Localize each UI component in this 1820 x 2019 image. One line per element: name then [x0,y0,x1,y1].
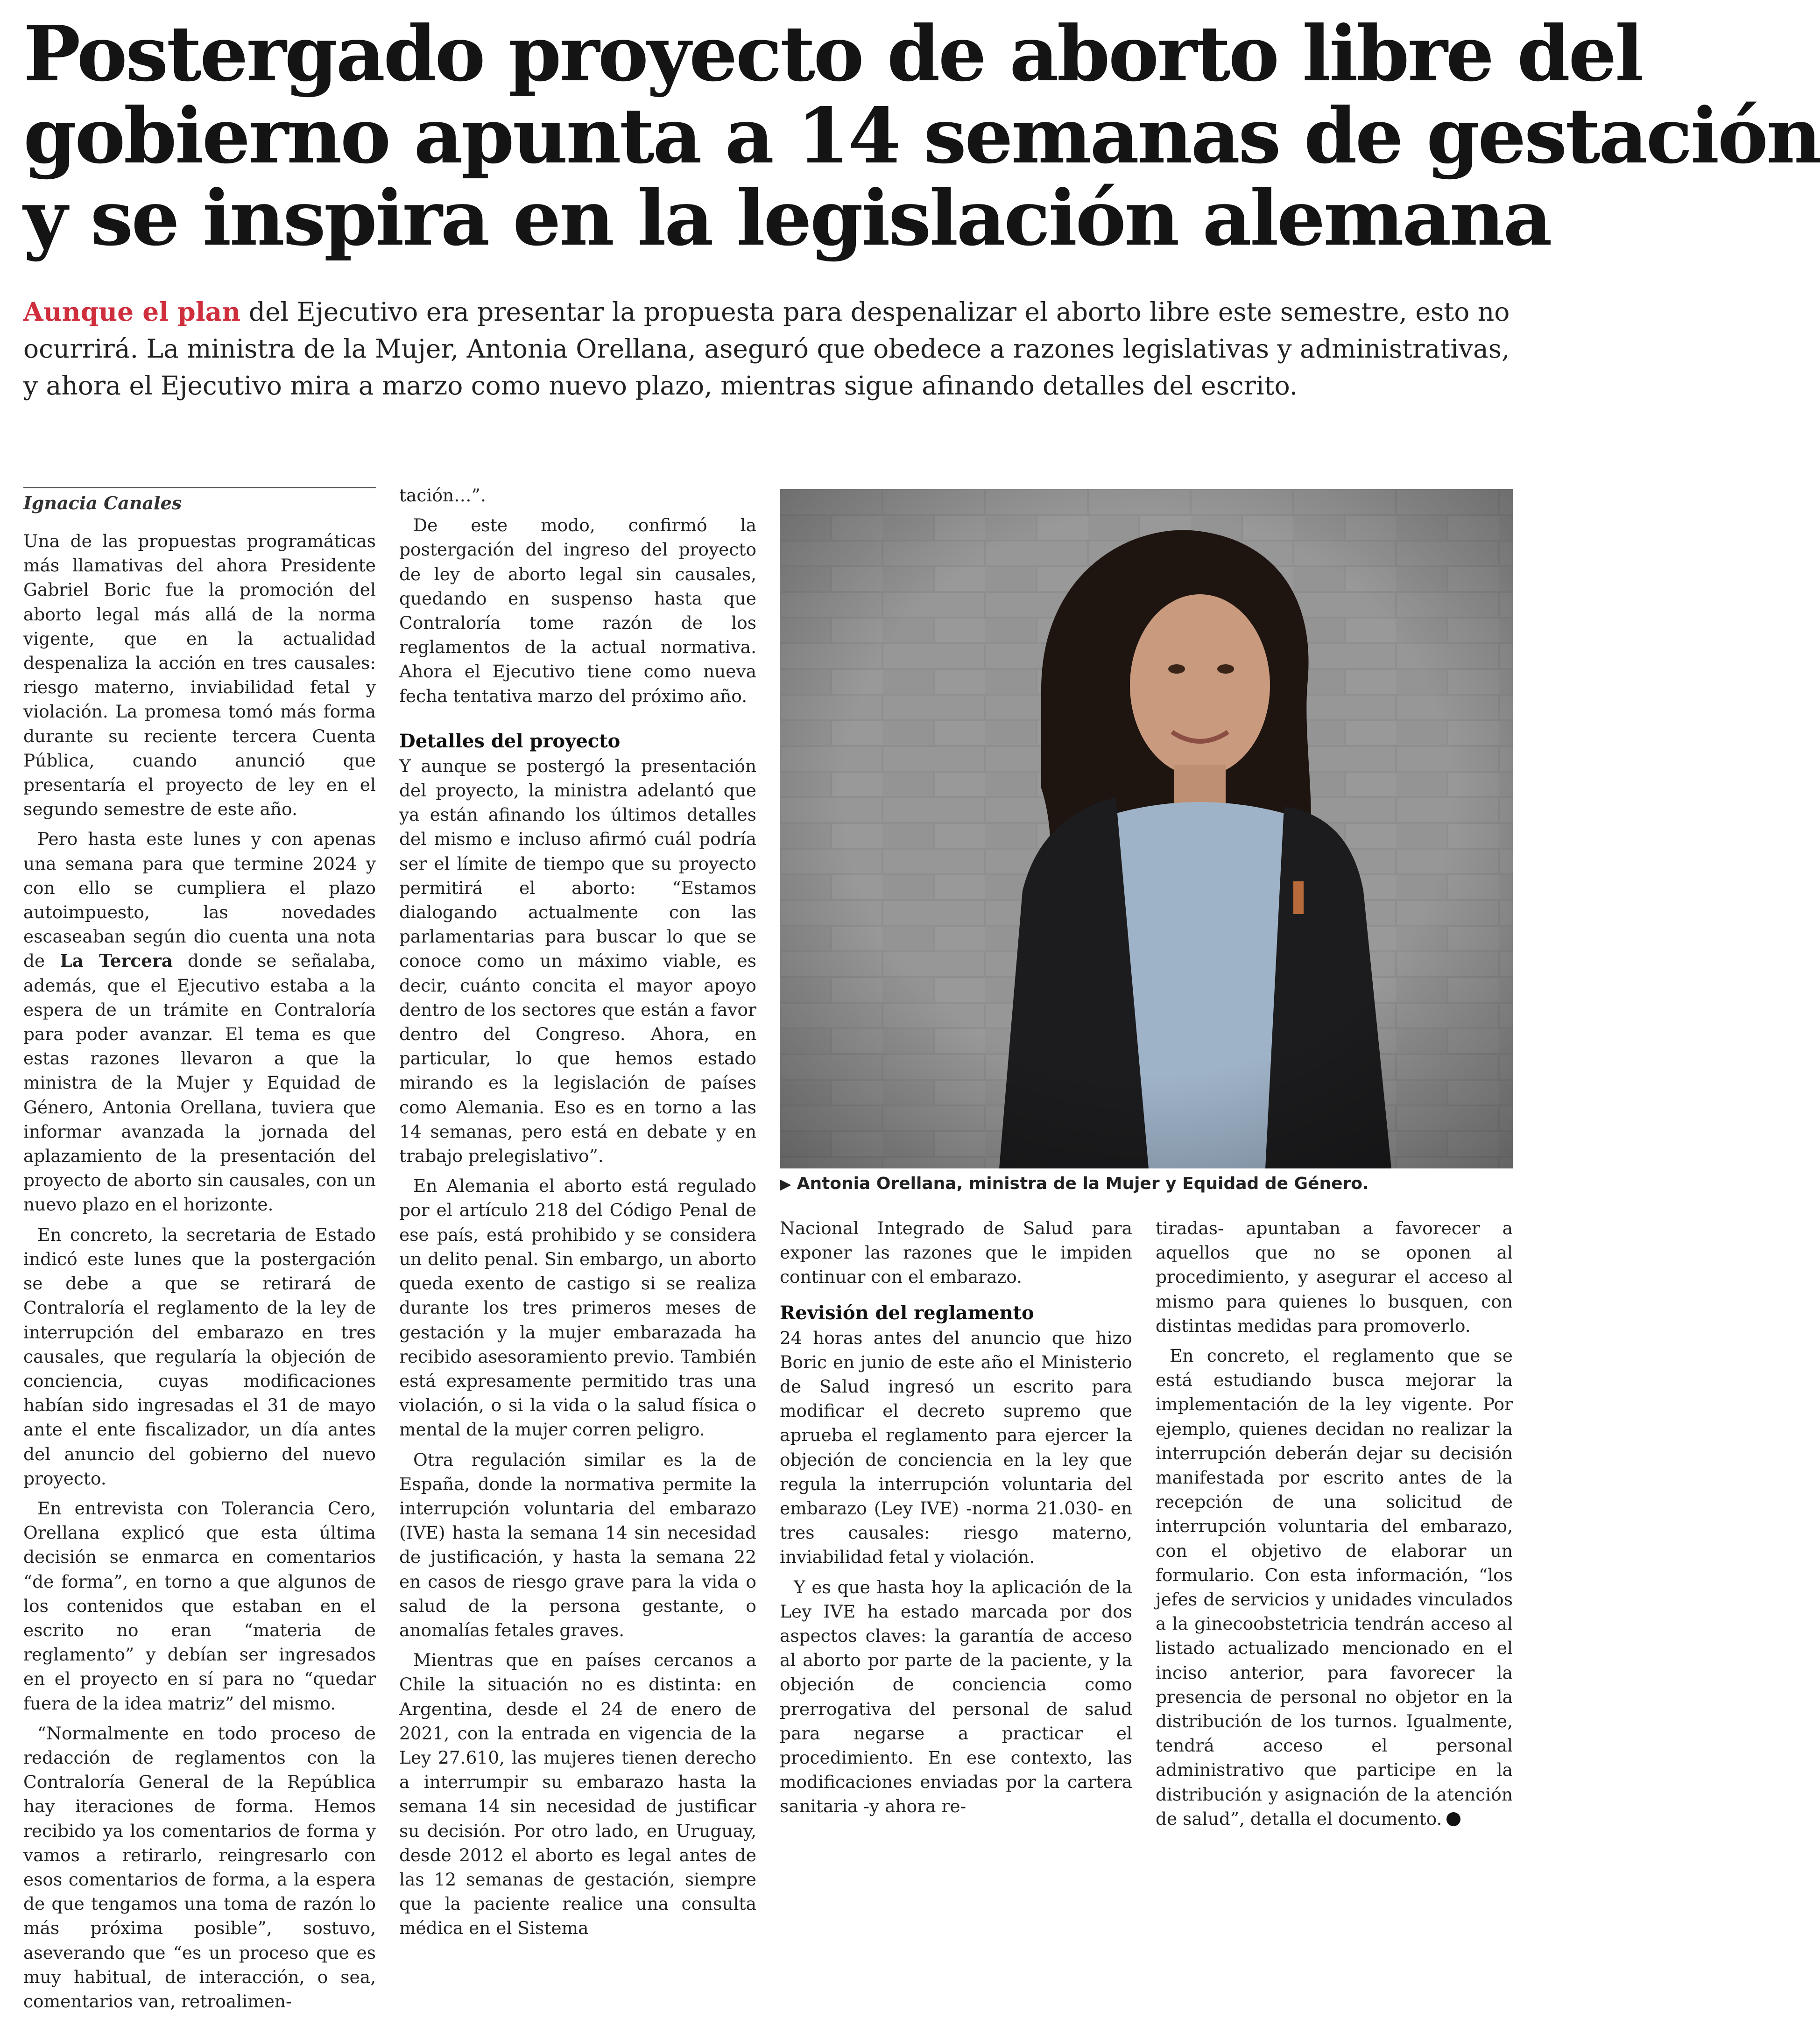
body-paragraph: Una de las propuestas programáticas más llamativas del ahora Presidente Gabriel Boric fue la promoción del aborto legal más allá de la norma vigente, que en la actualidad despenaliza la acción en tres causales: riesgo materno, inviabilidad fetal y violación. La promesa tomó más forma durante su reciente tercera Cuenta Pública, cuando anunció que presentaría el proyecto de ley en el segundo semestre de este año. [23,531,376,820]
headline [23,9,1820,263]
end-of-article-icon [1446,1812,1460,1826]
body-text: donde se señalaba, además, que el Ejecutivo estaba a la espera de un trámite en Contraloría para poder avanzar. El tema es que estas razones llevaron a que la ministra de la Mujer y Equidad de Género, Antonia Orellana, tuviera que informar avanzada la jornada del aplazamiento de la presentación del proyecto de aborto sin causales, con un nuevo plazo en el horizonte. [23,950,376,1215]
photo-illustration [780,489,1513,1168]
photo-caption [780,1174,1513,1193]
lead-line: y ahora el Ejecutivo mira a marzo como nuevo plazo, mientras sigue afinando detalles del escrito. [23,371,1298,401]
body-text: Pero hasta este lunes y con apenas una semana para que termine 2024 y con ello se cumpliera el plazo autoimpuesto, las novedades escaseaban según dio cuenta una nota de [23,829,376,971]
headline-line: gobierno apunta a 14 semanas de gestación [23,91,1820,181]
body-paragraph: Otra regulación similar es la de España, donde la normativa permite la interrupción voluntaria del embarazo (IVE) hasta la semana 14 sin necesidad de justificación, y hasta la semana 22 en casos de riesgo grave para la vida o salud de la persona gestante, o anomalías fetales graves. [399,1449,756,1640]
lead-paragraph [23,293,1536,404]
body-column-4 [1156,1216,1513,1836]
caption-text: Antonia Orellana, ministra de la Mujer y Equidad de Género. [797,1174,1369,1193]
caption-arrow-icon: ▶ [780,1175,791,1193]
lead-kicker: Aunque el plan [23,296,241,327]
newspaper-name: La Tercera [60,950,173,971]
author-byline: Ignacia Canales [23,492,182,514]
body-column-1 [23,529,376,2019]
author-divider [23,487,376,488]
lead-text: del Ejecutivo era presentar la propuesta para despenalizar el aborto libre este semestre, esto no [240,297,1510,327]
body-column-3 [780,1216,1132,1824]
body-paragraph [1156,1344,1513,1831]
body-paragraph: En concreto, la secretaria de Estado indicó este lunes que la postergación se debe a que se retirará de Contraloría el reglamento de la ley de interrupción del embarazo en tres causales, que regularía la objeción de conciencia, cuyas modificaciones habían sido ingresadas el 31 de mayo ante el ente fiscalizador, un día antes del anuncio del gobierno del nuevo proyecto. [23,1224,376,1489]
body-paragraph: tiradas- apuntaban a favorecer a aquellos que no se oponen al procedimiento, y asegurar el acceso al mismo para quienes lo busquen, con distintas medidas para promoverlo. [1156,1218,1513,1336]
body-paragraph: En entrevista con Tolerancia Cero, Orellana explicó que esta última decisión se enmarca en comentarios “de forma”, en torno a que algunos de los contenidos que estaban en el escrito no eran “materia de reglamento” y debían ser ingresados en el proyecto en sí para no “quedar fuera de la idea matriz” del mismo. [23,1498,376,1714]
body-paragraph: tación…”. [399,485,486,506]
body-paragraph: De este modo, confirmó la postergación del ingreso del proyecto de ley de aborto legal sin causales, quedando en suspenso hasta que Contraloría tome razón de los reglamentos de la actual normativa. Ahora el Ejecutivo tiene como nueva fecha tentativa marzo del próximo año. [399,515,756,706]
lead-line [23,293,1536,331]
body-paragraph: “Normalmente en todo proceso de redacción de reglamentos con la Contraloría General de la República hay iteraciones de forma. Hemos recibido ya los comentarios de forma y vamos a retirarlo, reingresarlo con esos comentarios de forma, a la espera de que tengamos una toma de razón lo más próxima posible”, sostuvo, aseverando que “es un proceso que es muy habitual, de interacción, o sea, comentarios van, retroalimen- [23,1723,376,2012]
body-paragraph: En Alemania el aborto está regulado por el artículo 218 del Código Penal de ese país, está prohibido y se considera un delito penal. Sin embargo, un aborto queda exento de castigo si se realiza durante los tres primeros meses de gestación y la mujer embarazada ha recibido asesoramiento previo. También está expresamente permitido tras una violación, o si la vida o la salud física o mental de la mujer corren peligro. [399,1175,756,1440]
portrait-photo [780,489,1513,1168]
headline-line: Postergado proyecto de aborto libre del [23,9,1642,98]
body-paragraph: Y aunque se postergó la presentación del proyecto, la ministra adelantó que ya están afinando los últimos detalles del mismo e incluso afirmó cuál podría ser el límite de tiempo que su proyecto permitirá el aborto: “Estamos dialogando actualmente con las parlamentarias para buscar lo que se conoce como un máximo viable, es decir, cuánto concita el mayor apoyo dentro de los sectores que están a favor dentro del Congreso. Ahora, en particular, lo que hemos estado mirando es la legislación de países como Alemania. Eso es en torno a las 14 semanas, pero está en debate y en trabajo prelegislativo”. [399,755,756,1167]
body-paragraph: Mientras que en países cercanos a Chile la situación no es distinta: en Argentina, desde el 24 de enero de 2021, con la entrada en vigencia de la Ley 27.610, las mujeres tienen derecho a interrumpir su embarazo hasta la semana 14 sin necesidad de justificar su decisión. Por otro lado, en Uruguay, desde 2012 el aborto es legal antes de las 12 semanas de gestación, siempre que la paciente realice una consulta médica en el Sistema [399,1650,756,1939]
body-text: En concreto, el reglamento que se está estudiando busca mejorar la implementación de la ley vigente. Por ejemplo, quienes decidan no realizar la interrupción deberán dejar su decisión manifestada por escrito antes de la recepción de una solicitud de interrupción voluntaria del embarazo, con el objetivo de elaborar un formulario. Con esta información, “los jefes de servicios y unidades vinculados a la ginecoobstetricia tendrán acceso al listado actualizado mencionado en el inciso anterior, para favorecer la presencia de personal no objetor en la distribución de los turnos. Igualmente, tendrá acceso el personal administrativo que participe en la distribución y asignación de la atención de salud”, detalla el documento. [1156,1345,1513,1829]
body-paragraph [23,827,376,1217]
body-column-2 [399,483,756,1946]
body-paragraph: 24 horas antes del anuncio que hizo Boric en junio de este año el Ministerio de Salud ingresó un escrito para modificar el decreto supremo que aprueba el reglamento para ejercer la objeción de conciencia en la ley que regula la interrupción voluntaria del embarazo (Ley IVE) -norma 21.030- en tres causales: riesgo materno, inviabilidad fetal y violación. [780,1327,1132,1568]
body-paragraph: Y es que hasta hoy la aplicación de la Ley IVE ha estado marcada por dos aspectos claves: la garantía de acceso al aborto por parte de la paciente, y la objeción de conciencia como prerrogativa del personal de salud para negarse a practicar el procedimiento. En ese contexto, las modificaciones enviadas por la cartera sanitaria -y ahora re- [780,1576,1132,1817]
headline-line: y se inspira en la legislación alemana [23,174,1551,263]
subheading: Revisión del reglamento [780,1301,1034,1324]
lead-line: ocurrirá. La ministra de la Mujer, Antonia Orellana, aseguró que obedece a razones legislativas y administrativas, [23,334,1510,364]
body-paragraph: Nacional Integrado de Salud para exponer las razones que le impiden continuar con el embarazo. [780,1218,1132,1287]
subheading: Detalles del proyecto [399,730,621,752]
